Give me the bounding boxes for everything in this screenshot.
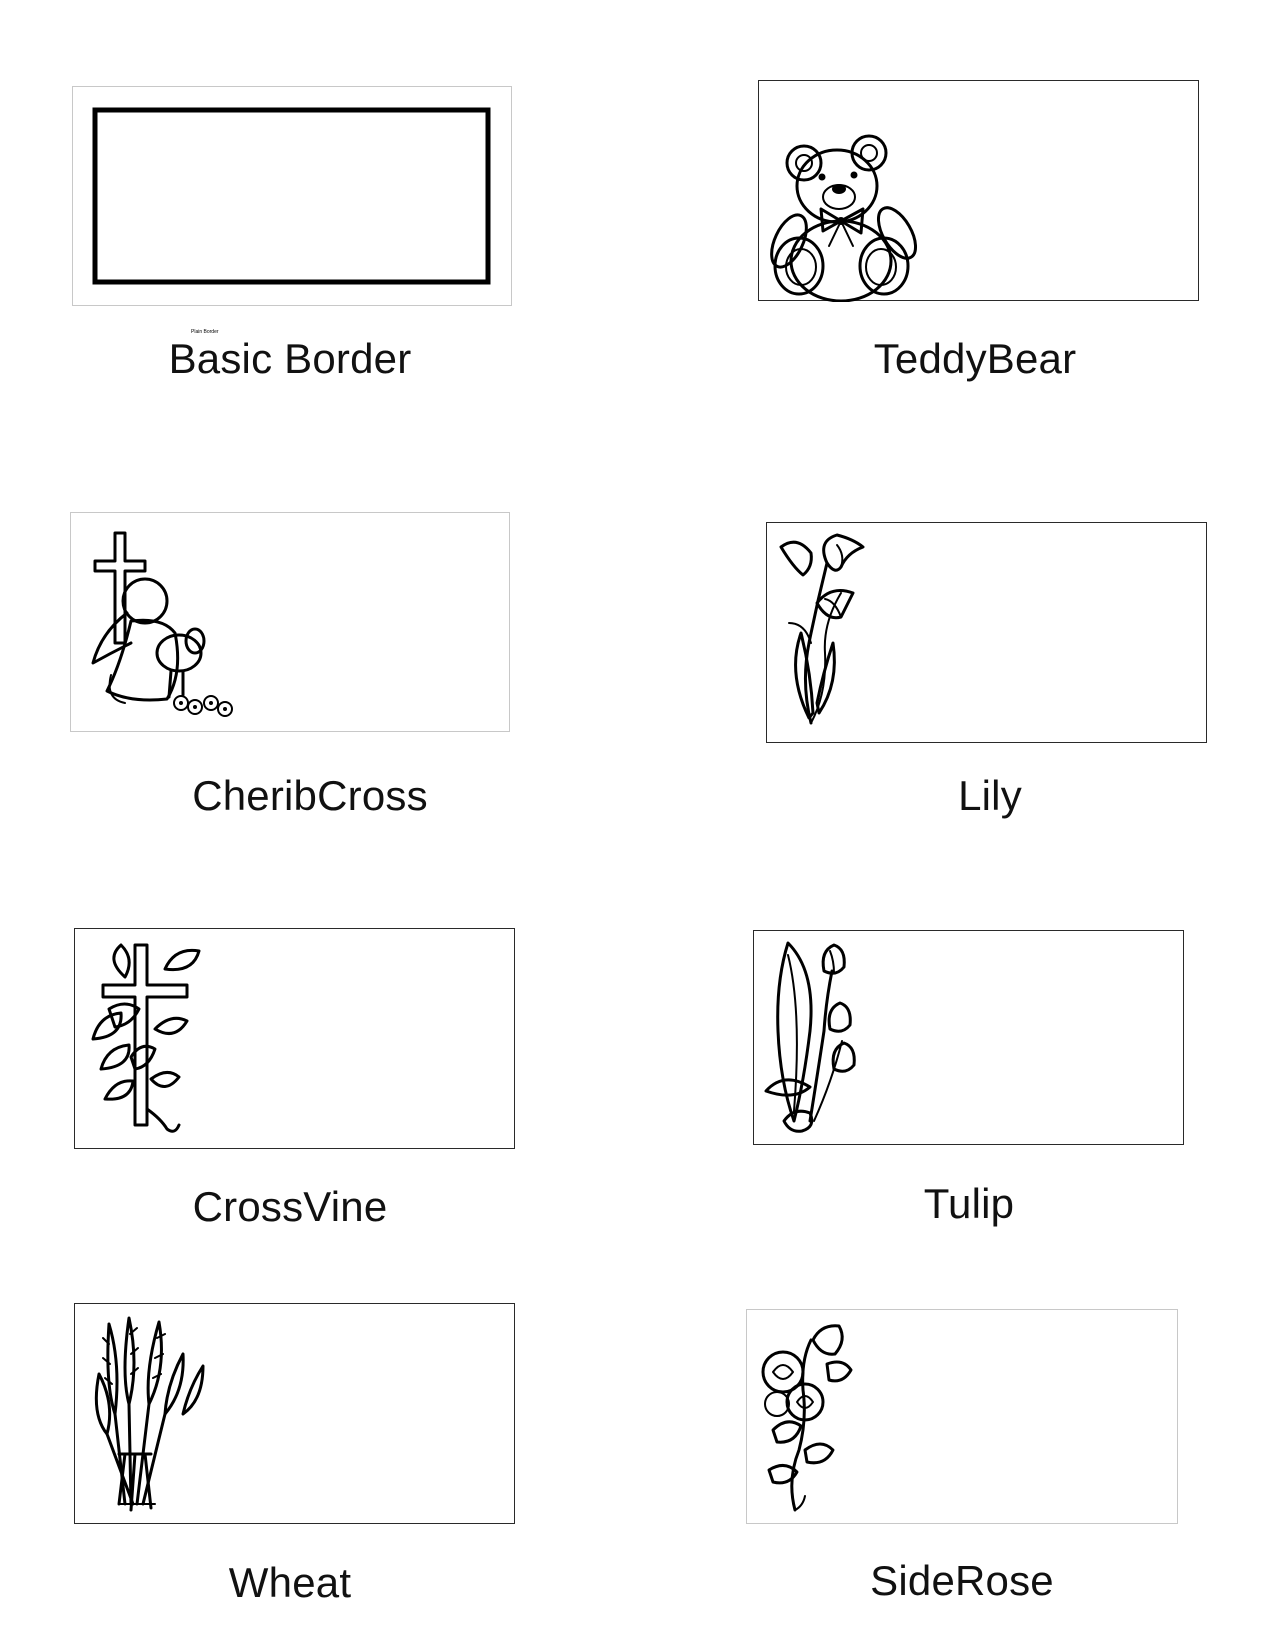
tulip-icon bbox=[754, 931, 1185, 1146]
cherib-cross-label: CheribCross bbox=[192, 772, 428, 819]
lily-icon bbox=[767, 523, 1208, 744]
basic-border-card[interactable] bbox=[72, 86, 512, 306]
side-rose-icon bbox=[747, 1310, 1179, 1525]
wheat-label: Wheat bbox=[228, 1559, 352, 1606]
tulip-label: Tulip bbox=[923, 1180, 1015, 1227]
tulip-card[interactable] bbox=[753, 930, 1184, 1145]
wheat-icon bbox=[75, 1304, 516, 1525]
lily-label: Lily bbox=[958, 772, 1022, 819]
basic-border-label: Basic Border bbox=[168, 335, 412, 382]
basic-border-small-caption: Plain Border bbox=[191, 329, 219, 335]
side-rose-card[interactable] bbox=[746, 1309, 1178, 1524]
side-rose-label: SideRose bbox=[870, 1557, 1054, 1604]
teddy-bear-label: TeddyBear bbox=[873, 335, 1077, 382]
teddy-bear-icon bbox=[759, 81, 1200, 302]
cherib-cross-icon bbox=[71, 513, 511, 733]
wheat-card[interactable] bbox=[74, 1303, 515, 1524]
cross-vine-card[interactable] bbox=[74, 928, 515, 1149]
lily-card[interactable] bbox=[766, 522, 1207, 743]
teddy-bear-card[interactable] bbox=[758, 80, 1199, 301]
cross-vine-icon bbox=[75, 929, 516, 1150]
cross-vine-label: CrossVine bbox=[192, 1183, 388, 1230]
plain-border-frame bbox=[73, 87, 513, 307]
cherib-cross-card[interactable] bbox=[70, 512, 510, 732]
